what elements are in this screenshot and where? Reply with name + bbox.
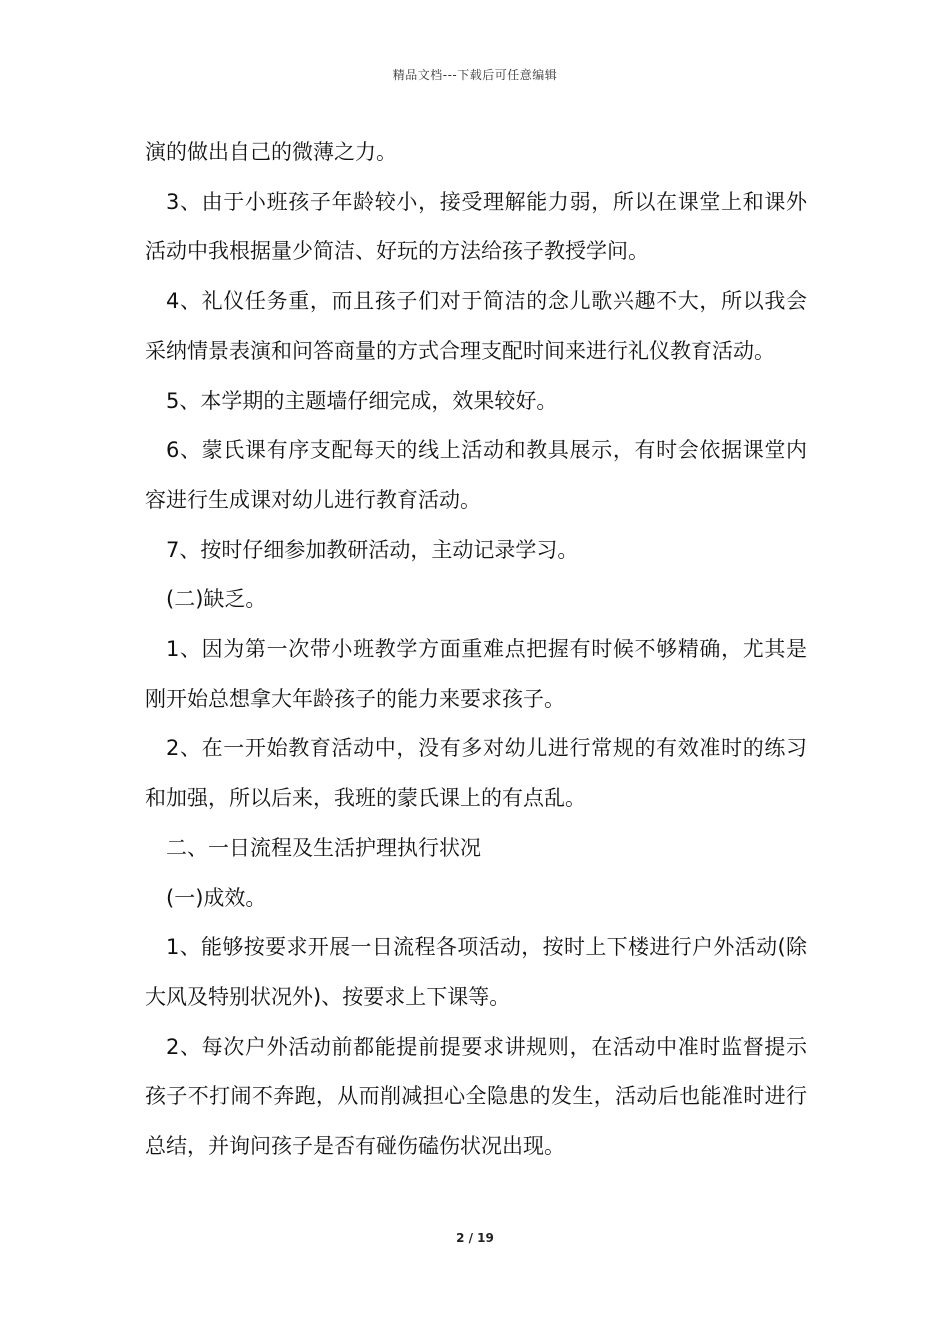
paragraph: 5、本学期的主题墙仔细完成，效果较好。 [166, 388, 558, 413]
paragraph: 3、由于小班孩子年龄较小，接受理解能力弱，所以在课堂上和课外活动中我根据量少简洁、好玩的方法给孩子教授学问。 [145, 189, 807, 264]
paragraph: 4、礼仪任务重，而且孩子们对于简洁的念儿歌兴趣不大，所以我会采纳情景表演和问答商量的方式合理支配时间来进行礼仪教育活动。 [145, 289, 807, 363]
section-heading: (二)缺乏。 [166, 587, 267, 612]
paragraph: 1、因为第一次带小班教学方面重难点把握有时候不够精确，尤其是刚开始总想拿大年龄孩子的能力来要求孩子。 [145, 637, 807, 711]
page-header: 精品文档---下载后可任意编辑 [392, 68, 558, 82]
paragraph: 2、每次户外活动前都能提前提要求讲规则，在活动中准时监督提示孩子不打闹不奔跑，从而削减担心全隐患的发生，活动后也能准时进行总结，并询问孩子是否有碰伤磕伤状况出现。 [145, 1034, 807, 1159]
section-heading: (一)成效。 [166, 885, 267, 910]
paragraph: 2、在一开始教育活动中，没有多对幼儿进行常规的有效准时的练习和加强，所以后来，我班的蒙氏课上的有点乱。 [145, 736, 807, 811]
paragraph: 6、蒙氏课有序支配每天的线上活动和教具展示，有时会依据课堂内容进行生成课对幼儿进行教育活动。 [145, 438, 807, 512]
paragraph: 1、能够按要求开展一日流程各项活动，按时上下楼进行户外活动(除大风及特别状况外)、按要求上下课等。 [145, 935, 807, 1009]
document-body [145, 128, 807, 1172]
section-heading: 二、一日流程及生活护理执行状况 [166, 835, 481, 860]
paragraph: 演的做出自己的微薄之力。 [145, 140, 397, 164]
page-number: 2 / 19 [456, 1231, 494, 1245]
paragraph: 7、按时仔细参加教研活动，主动记录学习。 [166, 537, 579, 562]
